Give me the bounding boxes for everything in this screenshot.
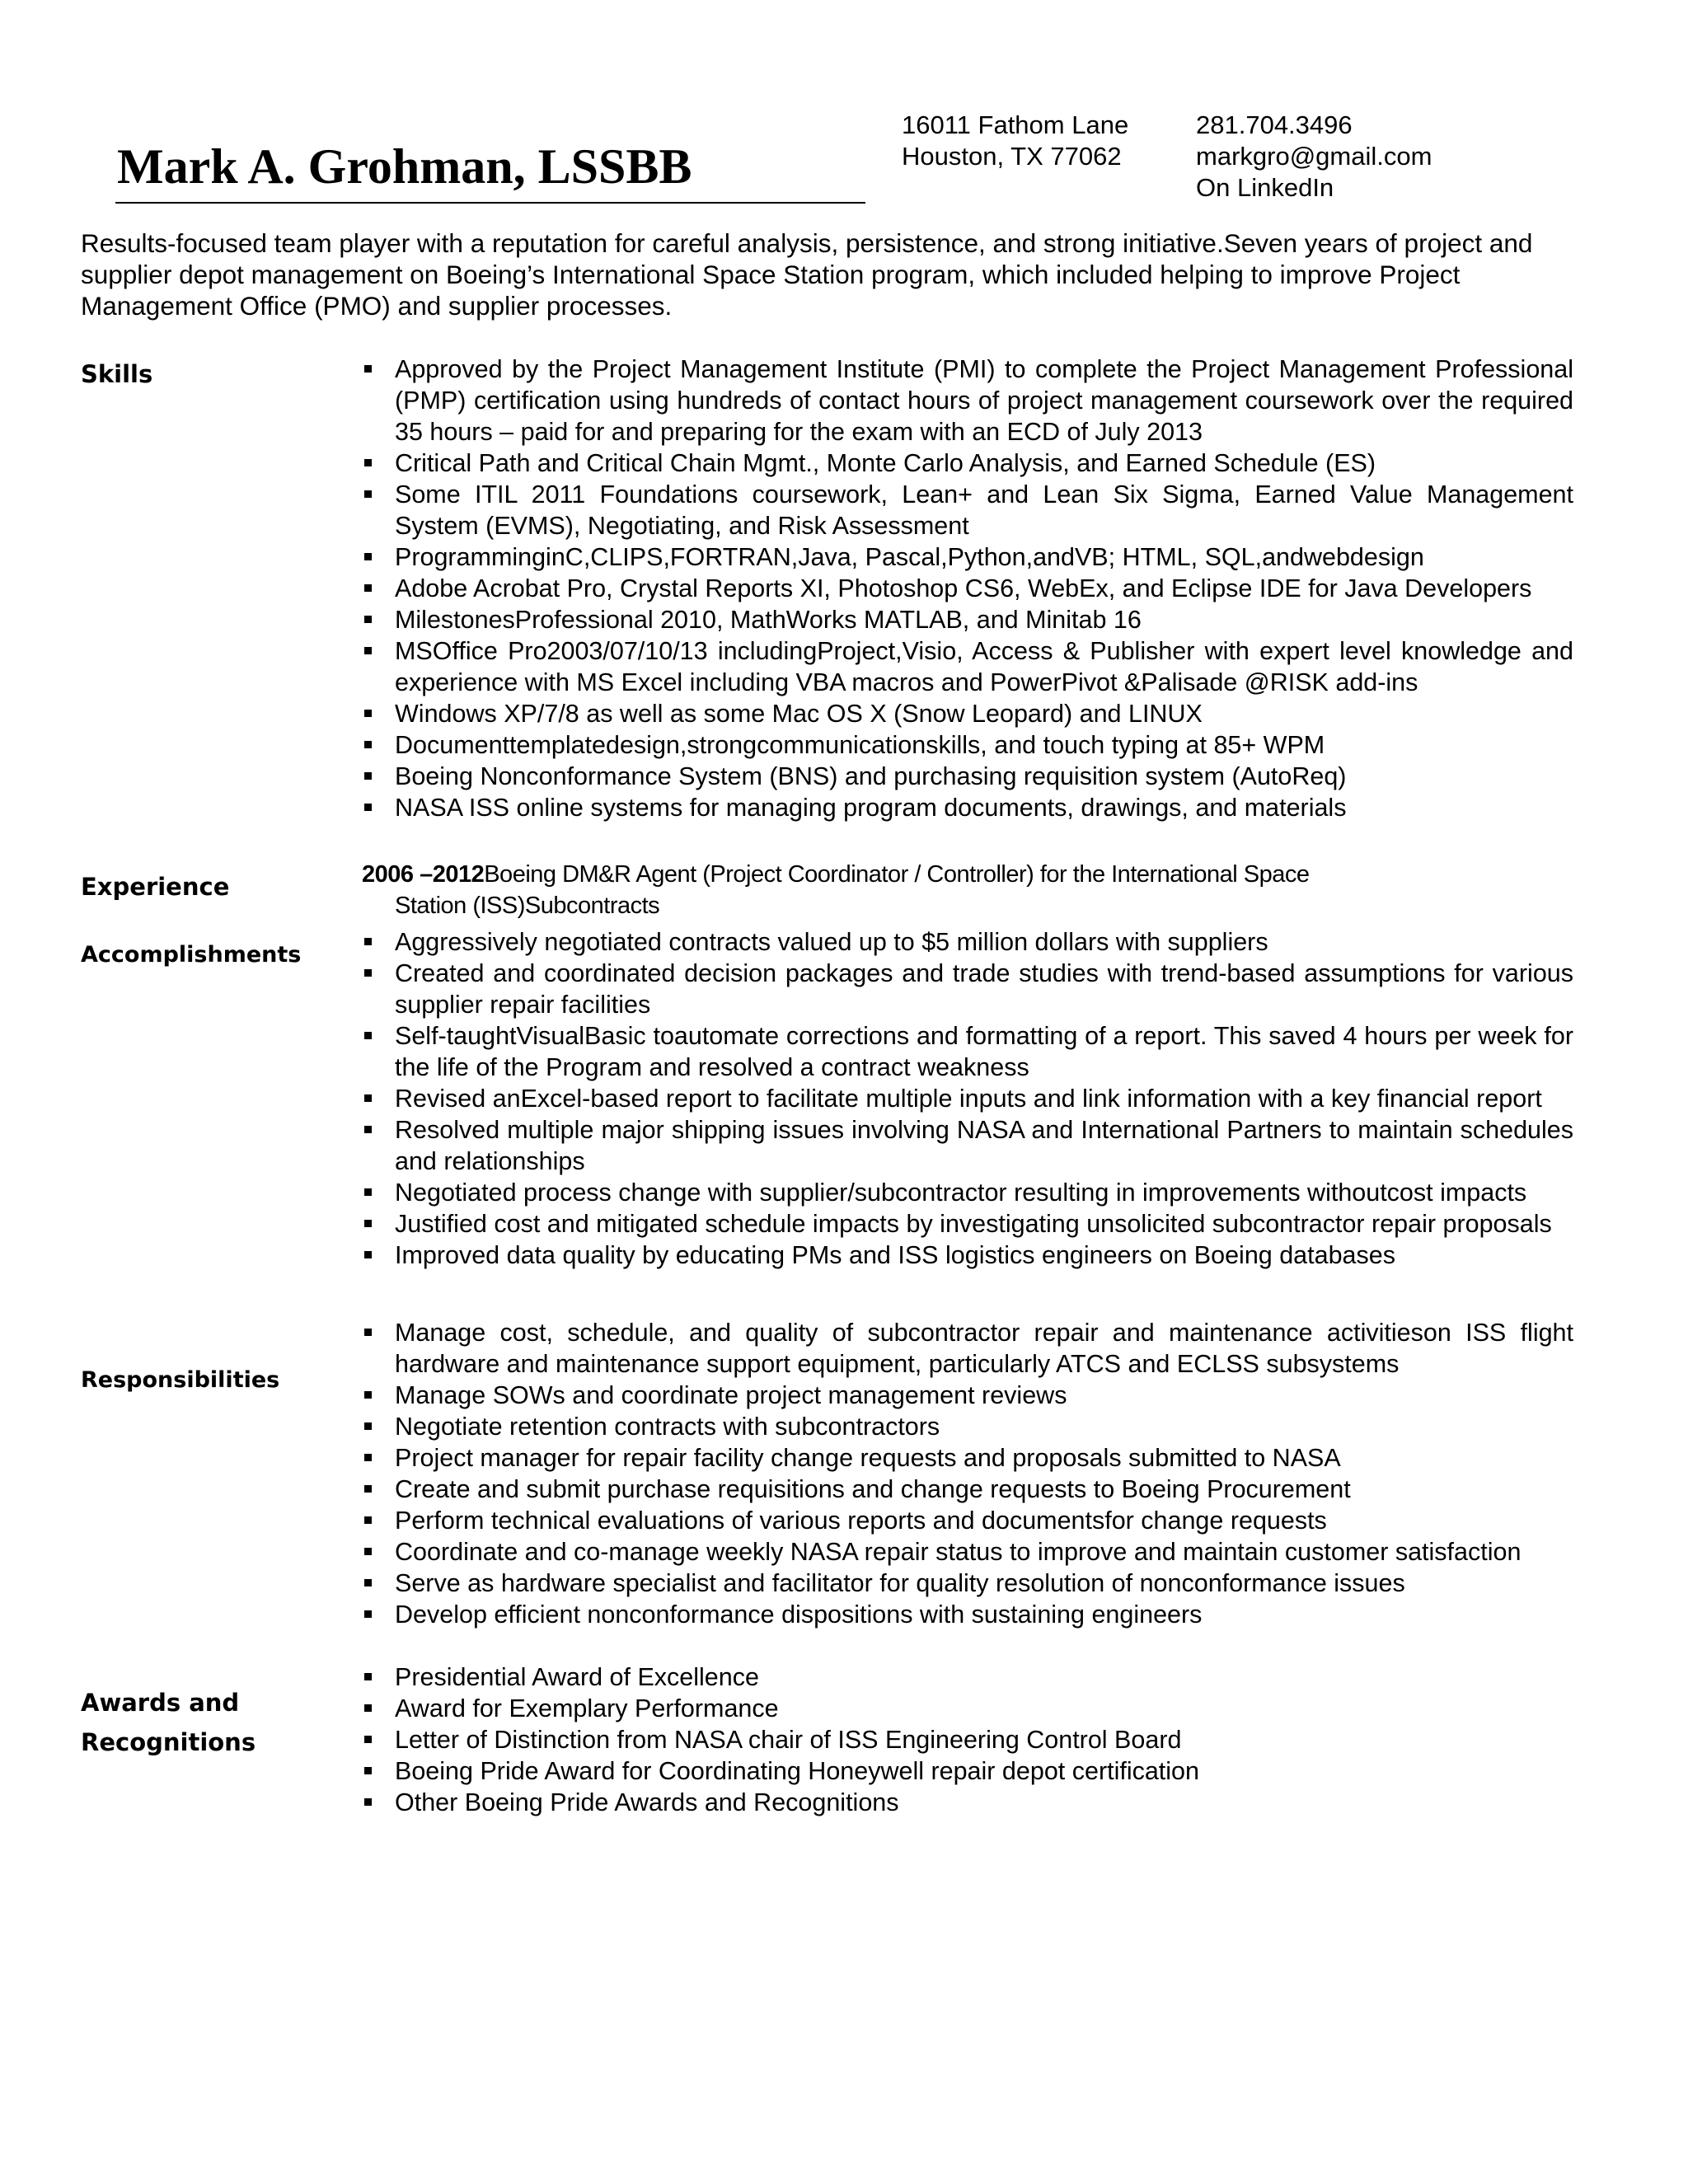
list-item: Perform technical evaluations of various reports and documentsfor change requests — [362, 1505, 1573, 1536]
list-item: Boeing Pride Award for Coordinating Honeywell repair depot certification — [362, 1755, 1573, 1787]
name-underline — [115, 202, 865, 204]
list-item: Improved data quality by educating PMs and ISS logistics engineers on Boeing databases — [362, 1240, 1573, 1271]
list-item: Negotiate retention contracts with subcontractors — [362, 1411, 1573, 1442]
list-item: Revised anExcel-based report to facilitate multiple inputs and link information with a key financial report — [362, 1083, 1573, 1114]
list-item: Presidential Award of Excellence — [362, 1661, 1573, 1693]
accomplishments-heading: Accomplishments — [81, 942, 302, 968]
list-item: Manage cost, schedule, and quality of subcontractor repair and maintenance activitieson ISS flight hardware and maintenance support equipment, particularly ATCS and ECLSS subsystems — [362, 1317, 1573, 1380]
address-line-1: 16011 Fathom Lane — [902, 110, 1129, 139]
list-item: Letter of Distinction from NASA chair of ISS Engineering Control Board — [362, 1724, 1573, 1755]
candidate-name: Mark A. Grohman, LSSBB — [117, 139, 692, 194]
experience-heading: Experience — [81, 873, 230, 901]
accomplishments-list — [362, 926, 1573, 1271]
contact-block — [1196, 110, 1432, 204]
list-item: Award for Exemplary Performance — [362, 1693, 1573, 1724]
responsibilities-list — [362, 1317, 1573, 1630]
address-block — [902, 110, 1128, 172]
list-item: Project manager for repair facility change requests and proposals submitted to NASA — [362, 1442, 1573, 1474]
list-item: Boeing Nonconformance System (BNS) and purchasing requisition system (AutoReq) — [362, 761, 1573, 792]
job-dates: 2006 –2012 — [362, 861, 485, 888]
list-item: MilestonesProfessional 2010, MathWorks MATLAB, and Minitab 16 — [362, 604, 1573, 635]
job-title-line-2: Station (ISS)Subcontracts — [395, 893, 660, 919]
list-item: Approved by the Project Management Institute (PMI) to complete the Project Management Professional (PMP) certification using hundreds of contact hours of project management coursework over the required 35 hours – paid for and preparing for the exam with an ECD of July 2013 — [362, 354, 1573, 448]
list-item: MSOffice Pro2003/07/10/13 includingProject,Visio, Access & Publisher with expert level knowledge and experience with MS Excel including VBA macros and PowerPivot &Palisade @RISK add-ins — [362, 635, 1573, 698]
list-item: Create and submit purchase requisitions and change requests to Boeing Procurement — [362, 1474, 1573, 1505]
job-title-line-1: Boeing DM&R Agent (Project Coordinator / Controller) for the International Space — [484, 861, 1310, 888]
list-item: Coordinate and co-manage weekly NASA repair status to improve and maintain customer satisfaction — [362, 1536, 1573, 1568]
awards-heading-line-1: Awards and — [81, 1689, 240, 1717]
list-item: Windows XP/7/8 as well as some Mac OS X (Snow Leopard) and LINUX — [362, 698, 1573, 729]
list-item: Documenttemplatedesign,strongcommunicationskills, and touch typing at 85+ WPM — [362, 729, 1573, 761]
phone: 281.704.3496 — [1196, 110, 1353, 139]
summary: Results-focused team player with a reputation for careful analysis, persistence, and strong initiative.Seven years of project and supplier depot management on Boeing’s International Space Station program, which included helping to improve Project Management Office (PMO) and supplier processes. — [81, 228, 1533, 321]
list-item: NASA ISS online systems for managing program documents, drawings, and materials — [362, 792, 1573, 823]
job-title — [362, 859, 1549, 921]
list-item: Other Boeing Pride Awards and Recognitions — [362, 1787, 1573, 1818]
awards-heading-line-2: Recognitions — [81, 1728, 256, 1756]
list-item: Serve as hardware specialist and facilitator for quality resolution of nonconformance issues — [362, 1568, 1573, 1599]
linkedin-link[interactable]: On LinkedIn — [1196, 173, 1334, 202]
list-item: Manage SOWs and coordinate project management reviews — [362, 1380, 1573, 1411]
responsibilities-heading: Responsibilities — [81, 1367, 280, 1393]
skills-heading: Skills — [81, 360, 153, 388]
list-item: Justified cost and mitigated schedule impacts by investigating unsolicited subcontractor repair proposals — [362, 1208, 1573, 1240]
list-item: Develop efficient nonconformance dispositions with sustaining engineers — [362, 1599, 1573, 1630]
list-item: Resolved multiple major shipping issues involving NASA and International Partners to maintain schedules and relationships — [362, 1114, 1573, 1177]
list-item: Self-taughtVisualBasic toautomate corrections and formatting of a report. This saved 4 hours per week for the life of the Program and resolved a contract weakness — [362, 1020, 1573, 1083]
list-item: Aggressively negotiated contracts valued up to $5 million dollars with suppliers — [362, 926, 1573, 958]
skills-list — [362, 354, 1573, 823]
address-line-2: Houston, TX 77062 — [902, 142, 1122, 171]
list-item: Created and coordinated decision packages and trade studies with trend-based assumptions for various supplier repair facilities — [362, 958, 1573, 1020]
list-item: ProgramminginC,CLIPS,FORTRAN,Java, Pascal,Python,andVB; HTML, SQL,andwebdesign — [362, 541, 1573, 573]
email-link[interactable]: markgro@gmail.com — [1196, 142, 1432, 171]
list-item: Critical Path and Critical Chain Mgmt., Monte Carlo Analysis, and Earned Schedule (ES) — [362, 448, 1573, 479]
awards-list — [362, 1661, 1573, 1818]
list-item: Some ITIL 2011 Foundations coursework, Lean+ and Lean Six Sigma, Earned Value Management System (EVMS), Negotiating, and Risk Assessment — [362, 479, 1573, 541]
list-item: Negotiated process change with supplier/subcontractor resulting in improvements withoutcost impacts — [362, 1177, 1573, 1208]
list-item: Adobe Acrobat Pro, Crystal Reports XI, Photoshop CS6, WebEx, and Eclipse IDE for Java Developers — [362, 573, 1573, 604]
